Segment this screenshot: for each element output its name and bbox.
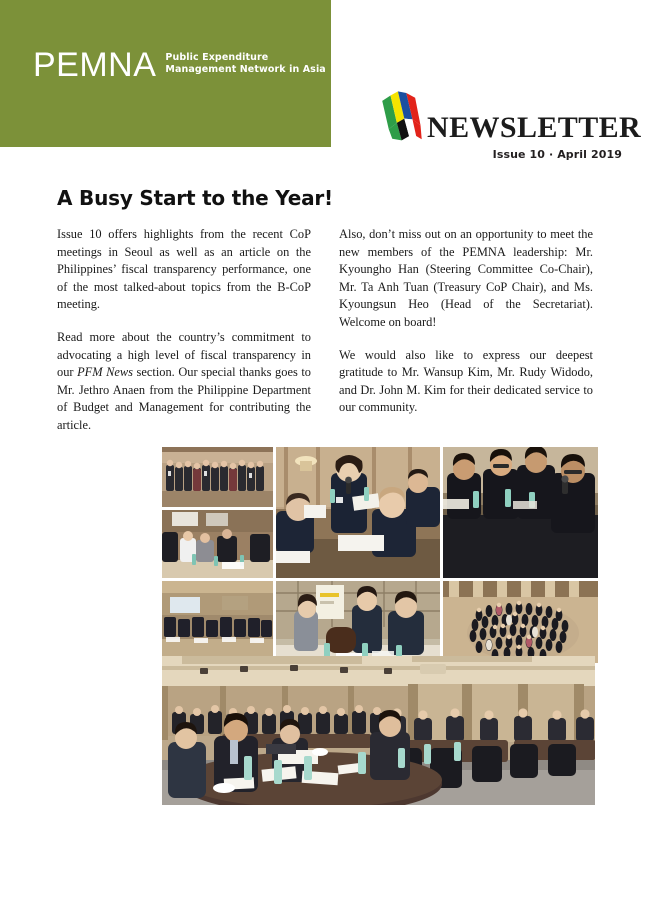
newsletter-title: NEWSLETTER: [427, 111, 642, 144]
paragraph: Issue 10 offers highlights from the recent CoP meetings in Seoul as well as an article on the Philippines’ fiscal transparency performance, one of the most talked-about topics from the B-CoP meeting.: [57, 227, 311, 312]
paragraph: We would also like to express our deepest gratitude to Mr. Wansup Kim, Mr. Rudy Widodo, and Dr. John M. Kim for their dedicated service to our community.: [339, 347, 593, 415]
italic-section-name: PFM News: [77, 365, 133, 380]
masthead: [0, 0, 651, 175]
photo-flipchart-workshop: [276, 581, 440, 663]
pemna-tagline-line1: Public Expenditure: [165, 52, 269, 63]
photo-speaker: [276, 447, 440, 578]
article-columns: [57, 226, 594, 435]
photo-panel-discussion: [443, 447, 598, 578]
photo-group-photo: [162, 447, 273, 507]
pemna-wordmark: PEMNA: [33, 46, 157, 84]
photo-conference-hall: [162, 581, 273, 663]
page-title: A Busy Start to the Year!: [57, 186, 333, 210]
issue-date-line: Issue 10 · April 2019: [492, 148, 622, 161]
pemna-logo: [33, 48, 326, 82]
pemna-ribbon-icon: [377, 88, 427, 146]
article-column-left: [57, 226, 311, 435]
pemna-tagline-line2: Management Network in Asia: [165, 64, 326, 75]
paragraph: Also, don’t miss out on an opportunity to meet the new members of the PEMNA leadership: Mr. Kyoungho Han (Steering Committee Co-Chair), Mr. Ta Anh Tuan (Treasury CoP Chair), and Ms. Kyoungsun Heo (Head of the Secretariat). Welcome on board!: [339, 227, 593, 329]
lead-article: [57, 186, 594, 435]
article-column-right: [339, 226, 593, 435]
photo-aerial-group: [443, 581, 598, 663]
paragraph: Read more about the country’s commitment to advocating a high level of fiscal transparency in our PFM News section. Our special thanks goes to Mr. Jethro Anaen from the Philippine Department of Budget and Management for contributing the article.: [57, 329, 311, 432]
photo-plenary-session: [162, 656, 595, 805]
photo-roundtable: [162, 510, 273, 578]
brand-green-panel: [0, 0, 331, 147]
pemna-tagline: [165, 52, 325, 76]
newsletter-title-block: [370, 86, 642, 166]
